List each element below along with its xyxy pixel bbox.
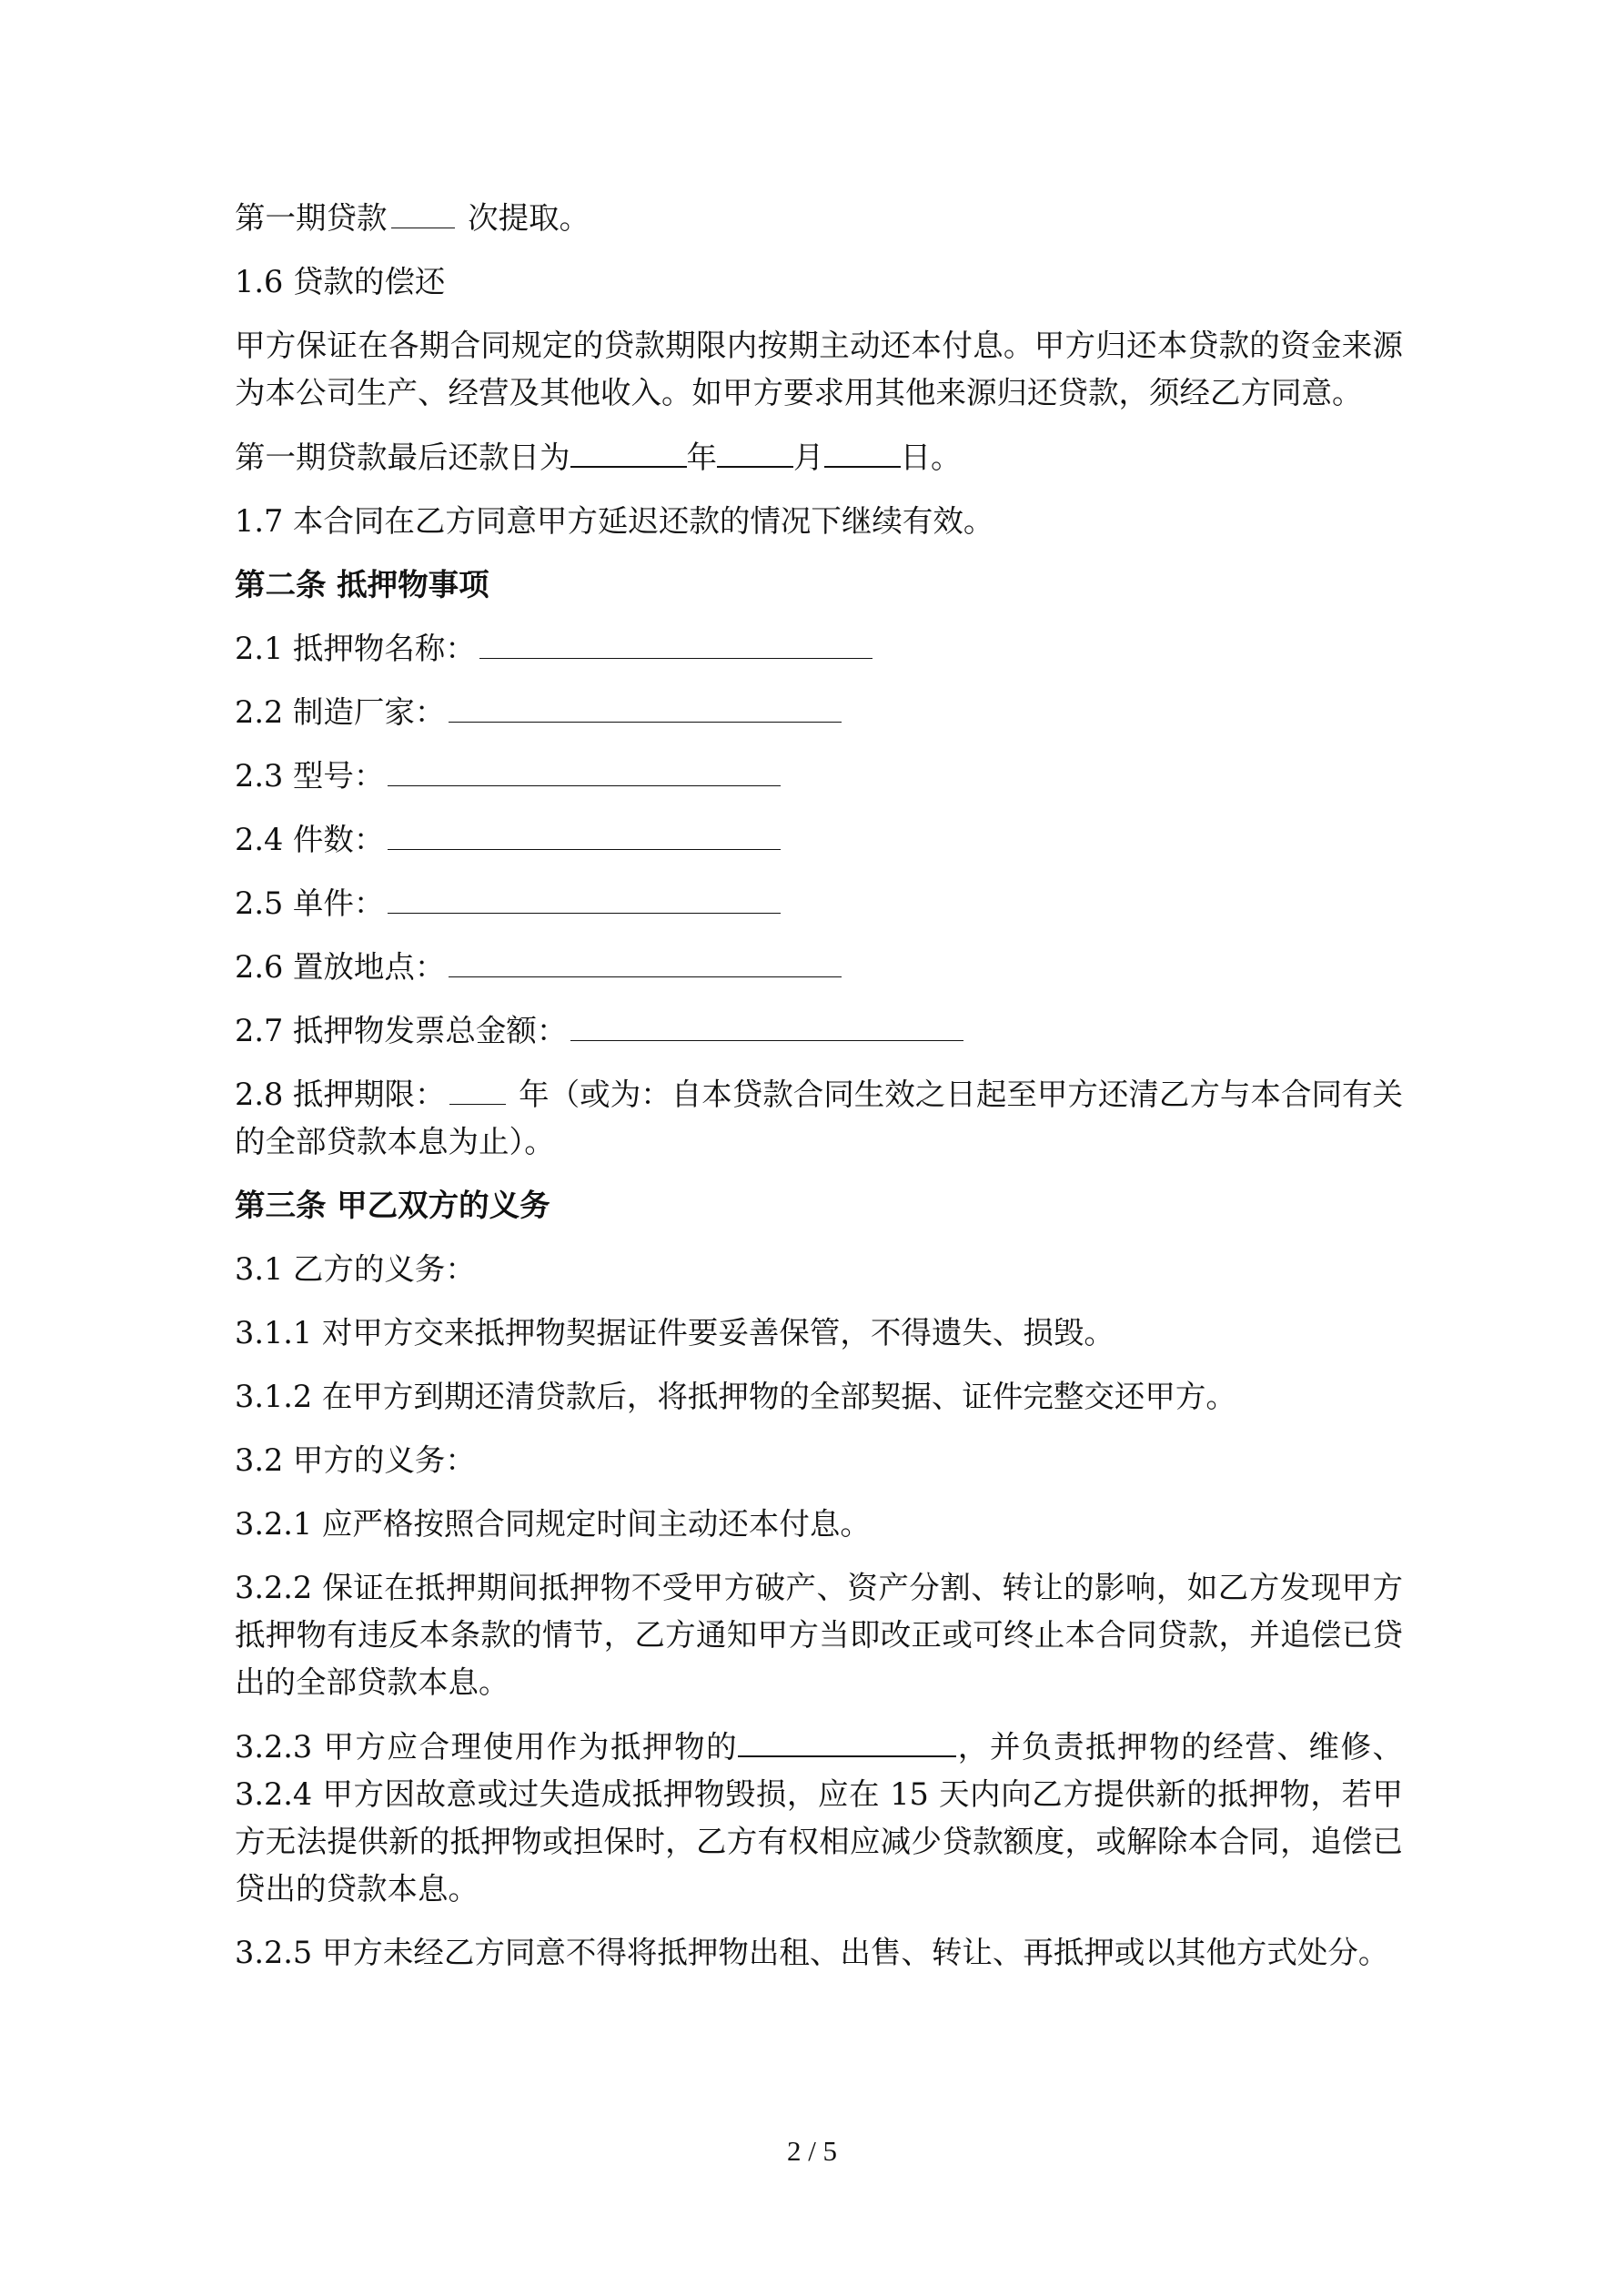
section-3-1: 3.1 乙方的义务： <box>235 1251 476 1287</box>
section-1-6-body: 甲方保证在各期合同规定的贷款期限内按期主动还本付息。甲方归还本贷款的资金来源为本公司生产、经营及其他收入。如甲方要求用其他来源归还贷款，须经乙方同意。 <box>235 328 1403 410</box>
section-3-2-1: 3.2.1 应严格按照合同规定时间主动还本付息。 <box>235 1506 871 1542</box>
blank-field-quantity[interactable] <box>388 816 781 850</box>
paragraph-last-repay-date <box>235 433 1403 481</box>
article-3-heading: 第三条 甲乙双方的义务 <box>235 1188 550 1223</box>
day-label: 日。 <box>900 440 962 475</box>
section-3-2: 3.2 甲方的义务： <box>235 1442 476 1478</box>
item-label: 2.5 单件： <box>235 885 385 921</box>
item-2-2 <box>235 689 1403 736</box>
item-label: 2.4 件数： <box>235 822 385 857</box>
item-2-4 <box>235 816 1403 864</box>
item-2-7 <box>235 1007 1403 1055</box>
paragraph-text: ，并负责抵押物的经营、维修、3.2.4 甲方因故意或过失造成抵押物毁损，应在 15 天内向乙方提供新的抵押物，若甲方无法提供新的抵押物或担保时，乙方有权相应减少贷款额度，或解除本合同，追偿已贷出的贷款本息。 <box>235 1729 1404 1907</box>
month-label: 月 <box>793 440 824 475</box>
item-label: 2.2 制造厂家： <box>235 694 446 730</box>
paragraph-text: 第一期贷款 <box>235 200 388 236</box>
page-number: 2 / 5 <box>786 2135 838 2167</box>
blank-field-term-years[interactable] <box>449 1071 506 1105</box>
blank-field-year[interactable] <box>570 433 687 468</box>
section-3-1-2: 3.1.2 在甲方到期还清贷款后，将抵押物的全部契据、证件完整交还甲方。 <box>235 1379 1236 1414</box>
paragraph-text: 3.2.3 甲方应合理使用作为抵押物的 <box>235 1729 739 1765</box>
blank-field-model[interactable] <box>388 753 781 786</box>
blank-field-manufacturer[interactable] <box>449 689 842 723</box>
blank-field-invoice-amount[interactable] <box>570 1007 963 1041</box>
blank-field-location[interactable] <box>449 944 842 977</box>
item-label: 2.6 置放地点： <box>235 949 446 985</box>
item-2-1 <box>235 625 1403 673</box>
paragraph-text: 次提取。 <box>458 200 590 236</box>
section-1-6-title: 1.6 贷款的偿还 <box>235 264 446 299</box>
item-2-8 <box>235 1071 1403 1166</box>
section-1-7: 1.7 本合同在乙方同意甲方延迟还款的情况下继续有效。 <box>235 503 994 539</box>
section-3-2-2: 3.2.2 保证在抵押期间抵押物不受甲方破产、资产分割、转让的影响，如乙方发现甲方抵押物有违反本条款的情节，乙方通知甲方当即改正或可终止本合同贷款，并追偿已贷出的全部贷款本息。 <box>235 1570 1403 1700</box>
item-label: 2.7 抵押物发票总金额： <box>235 1013 568 1048</box>
item-label: 2.8 抵押期限： <box>235 1077 446 1112</box>
item-label: 2.1 抵押物名称： <box>235 631 476 666</box>
blank-field-collateral-use[interactable] <box>738 1723 956 1757</box>
year-label: 年 <box>686 440 717 475</box>
item-2-6 <box>235 944 1403 991</box>
paragraph-text: 第一期贷款最后还款日为 <box>235 440 570 475</box>
blank-field-unit[interactable] <box>388 880 781 914</box>
document-page <box>235 195 1403 1993</box>
item-2-3 <box>235 753 1403 800</box>
paragraph-first-draw <box>235 195 1403 242</box>
article-2-heading: 第二条 抵押物事项 <box>235 567 489 602</box>
paragraph-text: 年（或为：自本贷款合同生效之日起至甲方还清乙方与本合同有关的全部贷款本息为止）。 <box>235 1077 1403 1159</box>
blank-field-collateral-name[interactable] <box>479 625 873 659</box>
blank-field-draw-count[interactable] <box>391 195 455 228</box>
blank-field-month[interactable] <box>717 433 793 468</box>
section-3-2-3 <box>235 1723 1403 1913</box>
item-label: 2.3 型号： <box>235 758 385 794</box>
section-3-1-1: 3.1.1 对甲方交来抵押物契据证件要妥善保管，不得遗失、损毁。 <box>235 1315 1115 1350</box>
section-3-2-5: 3.2.5 甲方未经乙方同意不得将抵押物出租、出售、转让、再抵押或以其他方式处分。 <box>235 1935 1389 1970</box>
item-2-5 <box>235 880 1403 927</box>
blank-field-day[interactable] <box>824 433 901 468</box>
